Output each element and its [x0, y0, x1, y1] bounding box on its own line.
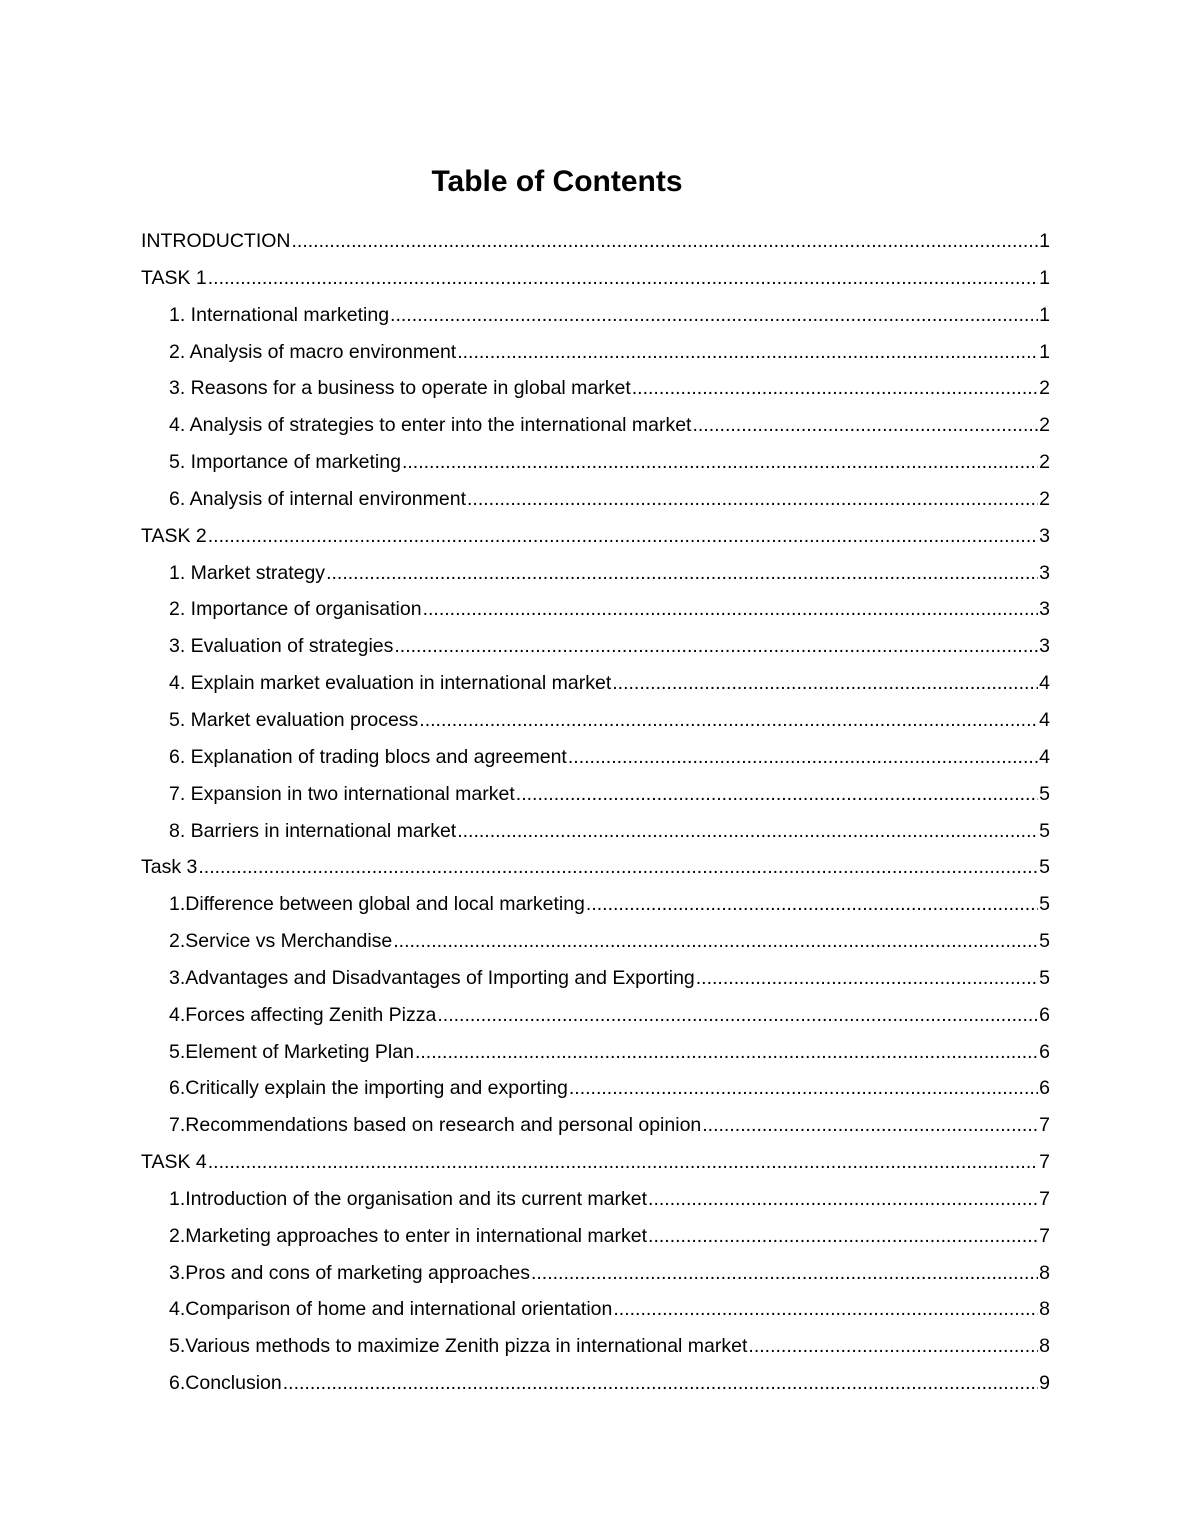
dot-leader — [390, 297, 1038, 334]
toc-entry-title: 2.Marketing approaches to enter in international market — [169, 1224, 648, 1247]
dot-leader — [208, 1144, 1038, 1181]
toc-page-number: 1 — [1039, 340, 1050, 363]
toc-page-number: 8 — [1039, 1335, 1050, 1358]
dot-leader — [568, 739, 1038, 776]
toc-subsection-entry[interactable] — [141, 776, 1050, 813]
toc-page-number: 6 — [1039, 1040, 1050, 1063]
toc-subsection-entry[interactable] — [141, 739, 1050, 776]
toc-entry-title: 4.Comparison of home and international orientation — [169, 1298, 613, 1321]
toc-page-number: 4 — [1039, 672, 1050, 695]
toc-subsection-entry[interactable] — [141, 297, 1050, 334]
toc-entry-title: TASK 2 — [141, 524, 207, 547]
toc-page-number: 3 — [1039, 561, 1050, 584]
toc-page-number: 6 — [1039, 1077, 1050, 1100]
dot-leader — [613, 1291, 1038, 1328]
page-title: Table of Contents — [431, 165, 683, 198]
dot-leader — [457, 813, 1038, 850]
dot-leader — [702, 1107, 1038, 1144]
toc-entry-title: 3.Pros and cons of marketing approaches — [169, 1261, 530, 1284]
dot-leader — [437, 997, 1038, 1034]
toc-subsection-entry[interactable] — [141, 960, 1050, 997]
toc-page-number: 1 — [1039, 266, 1050, 289]
dot-leader — [748, 1328, 1038, 1365]
toc-entry-title: INTRODUCTION — [141, 230, 291, 252]
dot-leader — [326, 555, 1038, 592]
toc-subsection-entry[interactable] — [141, 555, 1050, 592]
toc-page-number: 2 — [1039, 377, 1050, 400]
toc-entry-title: 1. Market strategy — [169, 561, 326, 584]
dot-leader — [393, 923, 1038, 960]
toc-page-number: 3 — [1039, 524, 1050, 547]
toc-page-number: 3 — [1039, 598, 1050, 621]
dot-leader — [569, 1070, 1038, 1107]
toc-section-entry[interactable] — [141, 1144, 1050, 1181]
dot-leader — [632, 370, 1038, 407]
toc-page-number: 8 — [1039, 1298, 1050, 1321]
dot-leader — [423, 591, 1039, 628]
toc-subsection-entry[interactable] — [141, 702, 1050, 739]
toc-page-number: 1 — [1039, 230, 1050, 252]
toc-page-number: 7 — [1039, 1151, 1050, 1174]
toc-entry-title: 5.Various methods to maximize Zenith pizza in international market — [169, 1335, 748, 1358]
toc-subsection-entry[interactable] — [141, 1218, 1050, 1255]
toc-entry-title: 1.Difference between global and local marketing — [169, 893, 585, 916]
toc-page-number: 5 — [1039, 782, 1050, 805]
toc-entry-title: 2. Importance of organisation — [169, 598, 422, 621]
toc-page-number: 7 — [1039, 1187, 1050, 1210]
toc-subsection-entry[interactable] — [141, 481, 1050, 518]
toc-subsection-entry[interactable] — [141, 813, 1050, 850]
dot-leader — [419, 702, 1038, 739]
toc-page-number: 7 — [1039, 1224, 1050, 1247]
dot-leader — [415, 1034, 1038, 1071]
toc-page-number: 2 — [1039, 414, 1050, 437]
toc-page-number: 5 — [1039, 930, 1050, 953]
toc-subsection-entry[interactable] — [141, 444, 1050, 481]
toc-page-number: 4 — [1039, 708, 1050, 731]
toc-page-number: 2 — [1039, 487, 1050, 510]
toc-page-number: 4 — [1039, 745, 1050, 768]
toc-page-number: 9 — [1039, 1372, 1050, 1395]
toc-entry-title: 2. Analysis of macro environment — [169, 340, 457, 363]
dot-leader — [394, 628, 1038, 665]
dot-leader — [648, 1181, 1038, 1218]
toc-page-number: 7 — [1039, 1114, 1050, 1137]
toc-subsection-entry[interactable] — [141, 1328, 1050, 1365]
toc-section-entry[interactable] — [141, 223, 1050, 260]
toc-entry-title: TASK 4 — [141, 1151, 207, 1174]
toc-entry-title: 4.Forces affecting Zenith Pizza — [169, 1003, 437, 1026]
toc-entry-title: 2.Service vs Merchandise — [169, 930, 393, 953]
dot-leader — [516, 776, 1038, 813]
toc-subsection-entry[interactable] — [141, 370, 1050, 407]
dot-leader — [692, 407, 1038, 444]
toc-subsection-entry[interactable] — [141, 923, 1050, 960]
toc-subsection-entry[interactable] — [141, 1181, 1050, 1218]
toc-subsection-entry[interactable] — [141, 886, 1050, 923]
toc-entry-title: 3.Advantages and Disadvantages of Importing and Exporting — [169, 966, 695, 989]
toc-entry-title: 1.Introduction of the organisation and its current market — [169, 1187, 648, 1210]
toc-subsection-entry[interactable] — [141, 1034, 1050, 1071]
toc-entry-title: 6.Conclusion — [169, 1372, 282, 1395]
toc-entry-title: 1. International marketing — [169, 303, 390, 326]
toc-entry-title: 5.Element of Marketing Plan — [169, 1040, 414, 1063]
dot-leader — [457, 334, 1038, 371]
toc-page-number: 1 — [1039, 303, 1050, 326]
toc-subsection-entry[interactable] — [141, 1107, 1050, 1144]
toc-subsection-entry[interactable] — [141, 1070, 1050, 1107]
toc-page-number: 3 — [1039, 635, 1050, 658]
toc-entry-title: 5. Market evaluation process — [169, 708, 419, 731]
toc-entry-title: 6. Analysis of internal environment — [169, 487, 466, 510]
toc-subsection-entry[interactable] — [141, 665, 1050, 702]
toc-entry-title: 5. Importance of marketing — [169, 451, 401, 474]
toc-subsection-entry[interactable] — [141, 591, 1050, 628]
toc-page-number: 5 — [1039, 893, 1050, 916]
toc-page-number: 6 — [1039, 1003, 1050, 1026]
dot-leader — [648, 1218, 1038, 1255]
toc-page-number: 5 — [1039, 966, 1050, 989]
toc-subsection-entry[interactable] — [141, 1291, 1050, 1328]
dot-leader — [467, 481, 1038, 518]
toc-entry-title: 6.Critically explain the importing and exporting — [169, 1077, 568, 1100]
toc-subsection-entry[interactable] — [141, 334, 1050, 371]
toc-page-number: 5 — [1039, 856, 1050, 879]
toc-subsection-entry[interactable] — [141, 628, 1050, 665]
dot-leader — [292, 223, 1039, 260]
toc-subsection-entry[interactable] — [141, 997, 1050, 1034]
toc-entry-title: 3. Evaluation of strategies — [169, 635, 394, 658]
dot-leader — [612, 665, 1038, 702]
toc-entry-title: Task 3 — [141, 856, 198, 879]
toc-page-number: 2 — [1039, 451, 1050, 474]
toc-entry-title: TASK 1 — [141, 266, 207, 289]
toc-entry-title: 3. Reasons for a business to operate in global market — [169, 377, 631, 400]
dot-leader — [198, 849, 1038, 886]
toc-section-entry[interactable] — [141, 849, 1050, 886]
toc-page-number: 5 — [1039, 819, 1050, 842]
toc-entry-title: 8. Barriers in international market — [169, 819, 457, 842]
toc-section-entry[interactable] — [141, 518, 1050, 555]
toc-subsection-entry[interactable] — [141, 1255, 1050, 1292]
dot-leader — [696, 960, 1038, 997]
table-of-contents — [141, 223, 1050, 1402]
toc-entry-title: 7.Recommendations based on research and personal opinion — [169, 1114, 702, 1137]
toc-section-entry[interactable] — [141, 260, 1050, 297]
toc-page-number: 8 — [1039, 1261, 1050, 1284]
toc-subsection-entry[interactable] — [141, 407, 1050, 444]
dot-leader — [531, 1255, 1038, 1292]
dot-leader — [586, 886, 1038, 923]
dot-leader — [208, 518, 1038, 555]
toc-entry-title: 4. Explain market evaluation in international market — [169, 672, 612, 695]
toc-entry-title: 4. Analysis of strategies to enter into the international market — [169, 414, 692, 437]
toc-entry-title: 7. Expansion in two international market — [169, 782, 515, 805]
toc-entry-title: 6. Explanation of trading blocs and agreement — [169, 745, 567, 768]
dot-leader — [283, 1365, 1038, 1402]
dot-leader — [208, 260, 1038, 297]
toc-subsection-entry[interactable] — [141, 1365, 1050, 1402]
dot-leader — [402, 444, 1038, 481]
